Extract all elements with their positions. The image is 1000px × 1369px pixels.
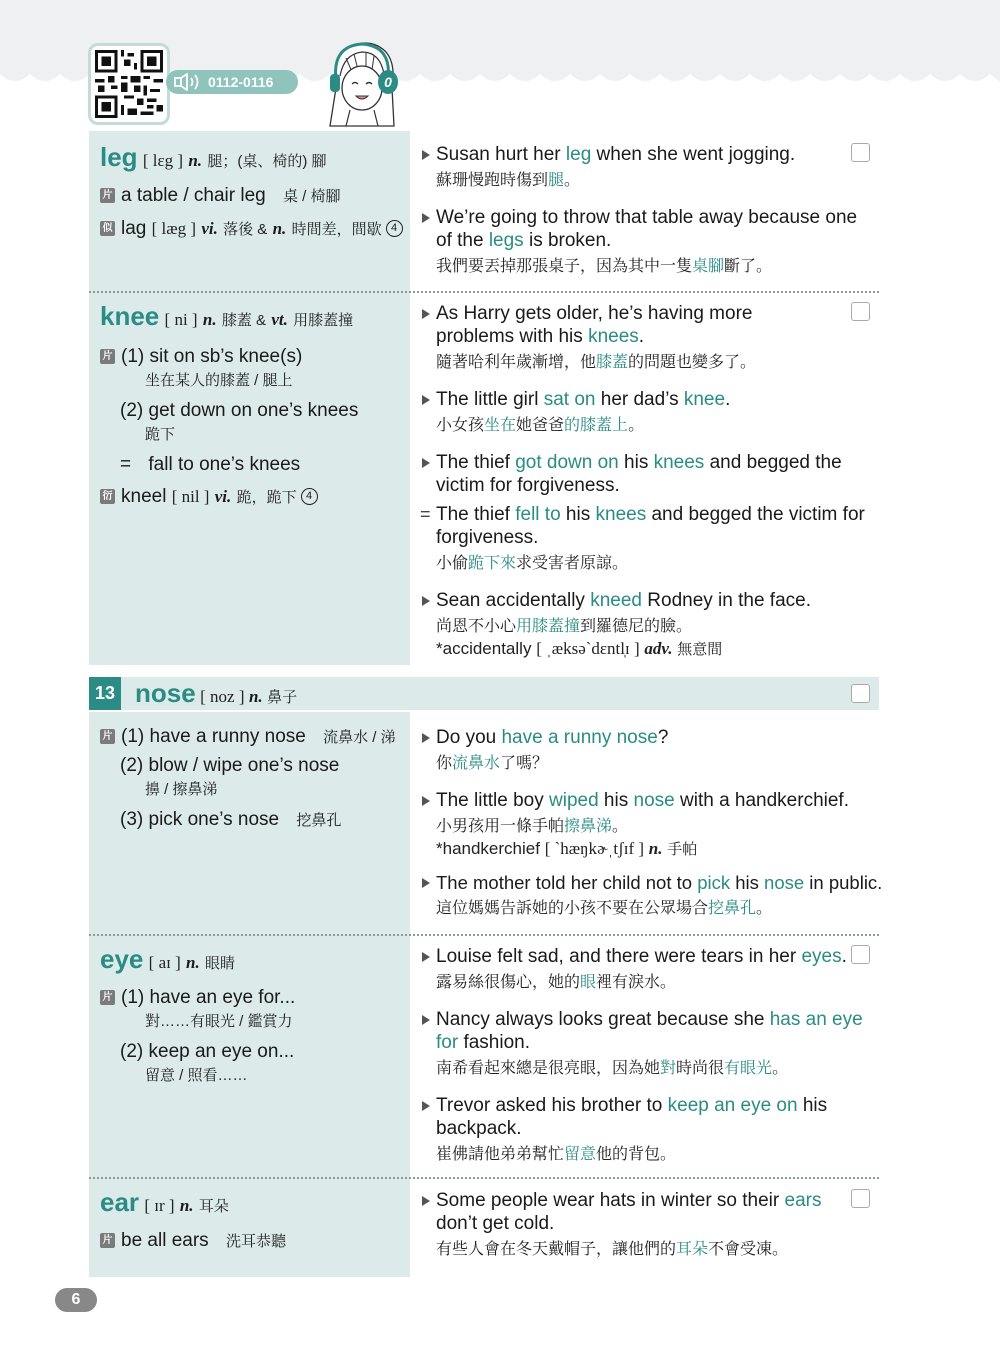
meaning: 落後 & [223,221,268,238]
speaker-icon [174,72,204,92]
checkbox[interactable] [851,684,870,703]
phrase-mark-icon: 片 [100,349,115,364]
phrase-meaning: 流鼻水 / 涕 [323,729,396,746]
example-translation: 蘇珊慢跑時傷到腿。 [436,172,581,189]
example-translation: 小女孩坐在她爸爸的膝蓋上。 [436,417,645,434]
phrase: (3) pick one’s nose [120,809,280,830]
phrase-meaning: 擤 / 擦鼻涕 [145,781,218,798]
phrase-meaning: 坐在某人的膝蓋 / 腿上 [145,372,293,389]
checkbox[interactable] [851,302,870,321]
example-translation: 有些人會在冬天戴帽子，讓他們的耳朵不會受凍。 [436,1241,789,1258]
meaning: 耳朵 [198,1198,229,1215]
phrase-meaning: 桌 / 椅腳 [282,188,341,205]
headword: leg [100,142,138,172]
equals-sign: = [120,454,132,475]
entry-leg [100,142,405,243]
audio-track-pill[interactable] [166,70,298,94]
divider [89,934,879,936]
phrase-mark-icon: 片 [100,1233,115,1248]
phrase: be all ears [121,1230,209,1251]
qr-code-icon[interactable] [88,43,170,125]
phrase-meaning: 對……有眼光 / 鑑賞力 [145,1013,293,1030]
pronunciation: [ ni ] [164,310,198,329]
example-translation: 我們要丟掉那張桌子，因為其中一隻桌腳斷了。 [436,258,773,275]
section-title [135,677,297,714]
divider [89,1177,879,1179]
meaning: 膝蓋 & [221,312,267,329]
checkbox[interactable] [851,945,870,964]
entry-eye [100,944,405,1087]
part-of-speech: n. [248,687,263,706]
entry-ear [100,1187,405,1255]
meaning: 眼睛 [205,955,236,972]
girl-headphones-icon [322,36,402,130]
examples-nose [420,726,883,920]
phrase-mark-icon: 片 [100,729,115,744]
pronunciation: [ lɛg ] [142,151,184,170]
divider [89,291,879,293]
example-translation: 小偷跪下來求受害者原諒。 [436,555,629,572]
phrase: (2) keep an eye on... [120,1041,295,1062]
phrase-mark-icon: 片 [100,188,115,203]
phrase-meaning: 跪下 [145,426,176,443]
example-translation: 你流鼻水了嗎？ [436,755,549,772]
phrase: (1) have a runny nose [121,726,306,747]
section-number: 13 [89,677,121,710]
part-of-speech: n. [272,219,287,238]
phrase: (2) get down on one’s knees [120,400,359,421]
meaning: 鼻子 [267,689,298,706]
mascot-badge: 0 [384,74,392,90]
checkbox[interactable] [851,143,870,162]
example-translation: 隨著哈利年歲漸增，他膝蓋的問題也變多了。 [436,354,757,371]
examples-leg [420,143,875,278]
phrase: fall to one’s knees [148,454,301,475]
pronunciation: [ nil ] [171,487,210,506]
meaning: 時間差，間歇 [291,221,382,238]
meaning: 腿；(桌、椅的) 腳 [207,153,327,170]
entry-nose [100,724,405,834]
pronunciation: [ læg ] [151,219,197,238]
example-translation: 這位媽媽告訴她的小孩不要在公眾場合挖鼻孔。 [436,900,773,917]
phrase: (1) sit on sb’s knee(s) [121,346,303,367]
headword: nose [135,678,196,708]
pronunciation: [ noz ] [200,687,245,706]
pronunciation: [ aɪ ] [148,953,181,972]
phrase: (2) blow / wipe one’s nose [120,755,340,776]
vocab-note: *handkerchief [ ˋhæŋkɚˌtʃɪf ] n. 手帕 [436,839,698,858]
examples-eye [420,945,875,1166]
similar-mark-icon: 似 [100,221,115,236]
example-sentence: Do you have a runny nose? [420,726,875,749]
part-of-speech: vt. [271,310,288,329]
meaning: 跪，跪下 [236,489,297,506]
examples-knee [420,302,875,661]
headword: eye [100,944,144,974]
vocab-note: *accidentally [ ˌæksəˋdɛntl̩ɪ ] adv. 無意間 [436,639,723,658]
derivative-word: kneel [121,486,167,507]
example-sentence: The thief got down on his knees and begged the victim for forgiveness. [420,451,875,497]
example-translation: 小男孩用一條手帕擦鼻涕。 [436,818,629,835]
section-header [89,677,879,710]
phrase-meaning: 洗耳恭聽 [225,1233,286,1250]
entry-knee [100,301,405,511]
example-sentence: Louise felt sad, and there were tears in her eyes. [420,945,875,968]
part-of-speech: n. [188,151,203,170]
example-sentence: As Harry gets older, he’s having more problems with his knees. [420,302,875,348]
example-translation: 南希看起來總是很亮眼，因為她對時尚很有眼光。 [436,1060,789,1077]
meaning: 用膝蓋撞 [293,312,354,329]
checkbox[interactable] [851,1189,870,1208]
page-number: 6 [55,1288,97,1312]
derivative-mark-icon: 衍 [100,489,115,504]
level-badge: 4 [301,488,318,505]
example-sentence: The mother told her child not to pick his nose in public. [420,871,875,894]
example-sentence: Some people wear hats in winter so their ears don’t get cold. [420,1189,875,1235]
phrase-mark-icon: 片 [100,990,115,1005]
level-badge: 4 [386,220,403,237]
example-sentence: The little girl sat on her dad’s knee. [420,388,875,411]
phrase-meaning: 留意 / 照看…… [145,1067,248,1084]
example-translation: 崔佛請他弟弟幫忙留意他的背包。 [436,1146,677,1163]
example-translation: 露易絲很傷心，她的眼裡有淚水。 [436,974,677,991]
headword: knee [100,301,160,331]
part-of-speech: n. [202,310,217,329]
example-sentence: Nancy always looks great because she has an eye for fashion. [420,1008,875,1054]
similar-word: lag [121,218,147,239]
example-sentence: We’re going to throw that table away because one of the legs is broken. [420,206,875,252]
example-sentence: Sean accidentally kneed Rodney in the face. [420,589,875,612]
example-sentence: The little boy wiped his nose with a handkerchief. [420,789,875,812]
part-of-speech: vi. [201,219,218,238]
part-of-speech: n. [186,953,200,972]
example-sentence: Susan hurt her leg when she went jogging. [420,143,875,166]
phrase-meaning: 挖鼻孔 [296,812,342,829]
part-of-speech: n. [179,1196,194,1215]
part-of-speech: vi. [214,487,232,506]
phrase: (1) have an eye for... [121,987,296,1008]
example-sentence: Trevor asked his brother to keep an eye on his backpack. [420,1094,875,1140]
example-translation: 尚恩不小心用膝蓋撞到羅德尼的臉。 [436,618,693,635]
audio-track-label: 0112-0116 [208,74,274,90]
example-sentence-equivalent: = The thief fell to his knees and begged the victim for forgiveness. [420,503,875,549]
headword: ear [100,1187,140,1217]
phrase: a table / chair leg [121,185,266,206]
pronunciation: [ ɪr ] [144,1196,175,1215]
examples-ear [420,1189,875,1261]
